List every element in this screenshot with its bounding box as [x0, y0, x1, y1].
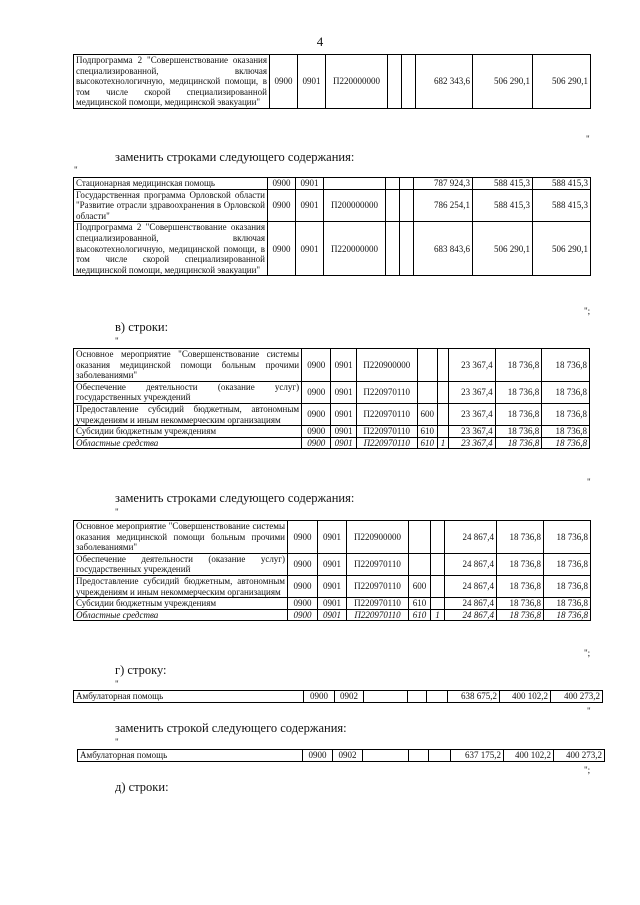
subsection-cell: 0901 — [318, 609, 347, 621]
table-row — [74, 576, 591, 598]
target-article-cell — [324, 178, 386, 190]
amount-year1-cell: 24 867,4 — [445, 576, 497, 598]
section-cell: 0900 — [304, 691, 335, 703]
page-number: 4 — [316, 34, 324, 49]
source-cell — [400, 178, 414, 190]
name-cell: Обеспечение деятельности (оказание услуг) государственных учреждений — [74, 381, 302, 403]
amount-year1-cell: 23 367,4 — [449, 381, 496, 403]
budget-table-4 — [73, 520, 591, 621]
amount-year3-cell: 18 736,8 — [544, 609, 591, 621]
amount-year1-cell: 23 367,4 — [449, 437, 496, 449]
amount-year2-cell: 18 736,8 — [497, 609, 544, 621]
source-cell — [402, 55, 416, 109]
closing-quote-semicolon: "; — [584, 648, 591, 658]
subsection-cell: 0902 — [335, 691, 364, 703]
subsection-cell: 0901 — [318, 553, 347, 575]
budget-table-1 — [73, 54, 591, 109]
table-row — [74, 691, 603, 703]
target-article-cell — [363, 750, 409, 762]
amount-year2-cell: 506 290,1 — [473, 55, 533, 109]
subsection-cell: 0901 — [318, 576, 347, 598]
source-cell — [427, 691, 448, 703]
closing-quote-semicolon: "; — [584, 765, 591, 775]
name-cell: Субсидии бюджетным учреждениям — [74, 598, 288, 610]
instruction-replace-row: заменить строкой следующего содержания: — [115, 721, 347, 735]
expense-type-cell: 610 — [409, 598, 431, 610]
section-v-heading: в) строки: — [115, 320, 169, 334]
table-row — [74, 381, 590, 403]
subsection-cell: 0902 — [333, 750, 363, 762]
amount-year1-cell: 786 254,1 — [414, 189, 473, 222]
amount-year3-cell: 400 273,2 — [554, 750, 605, 762]
expense-type-cell — [386, 189, 400, 222]
target-article-cell: П220000000 — [326, 55, 388, 109]
section-d-heading: д) строки: — [115, 780, 169, 794]
section-cell: 0900 — [268, 189, 296, 222]
opening-quote: " — [115, 737, 119, 747]
name-cell: Основное мероприятие "Совершенствование системы оказания медицинской помощи больным прочими заболеваниями" — [74, 521, 288, 554]
name-cell: Амбулаторная помощь — [74, 691, 304, 703]
section-cell: 0900 — [288, 553, 318, 575]
subsection-cell: 0901 — [298, 55, 326, 109]
amount-year3-cell: 588 415,3 — [533, 189, 591, 222]
expense-type-cell: 610 — [417, 437, 437, 449]
subsection-cell: 0901 — [331, 349, 356, 382]
table-row — [74, 189, 591, 222]
source-cell — [437, 404, 448, 426]
amount-year3-cell: 18 736,8 — [544, 521, 591, 554]
source-cell — [431, 553, 445, 575]
expense-type-cell: 600 — [417, 404, 437, 426]
section-cell: 0900 — [268, 222, 296, 276]
name-cell: Стационарная медицинская помощь — [74, 178, 268, 190]
name-cell: Предоставление субсидий бюджетным, автономным учреждениям и иным некоммерческим организациям — [74, 404, 302, 426]
source-cell — [429, 750, 451, 762]
table-row — [74, 426, 590, 438]
amount-year3-cell: 400 273,2 — [551, 691, 603, 703]
expense-type-cell — [386, 178, 400, 190]
closing-quote-semicolon: "; — [584, 306, 591, 316]
budget-table-6 — [77, 749, 605, 762]
amount-year3-cell: 18 736,8 — [544, 553, 591, 575]
amount-year1-cell: 637 175,2 — [451, 750, 504, 762]
source-cell — [431, 598, 445, 610]
table-row — [78, 750, 605, 762]
subsection-cell: 0901 — [296, 178, 324, 190]
amount-year1-cell: 24 867,4 — [445, 521, 497, 554]
subsection-cell: 0901 — [296, 222, 324, 276]
subsection-cell: 0901 — [296, 189, 324, 222]
section-g-heading: г) строку: — [115, 663, 167, 677]
opening-quote: " — [115, 336, 119, 346]
target-article-cell: П220900000 — [347, 521, 409, 554]
section-cell: 0900 — [288, 576, 318, 598]
source-cell — [431, 576, 445, 598]
name-cell: Подпрограмма 2 "Совершенствование оказания специализированной, включая высокотехнологичную, медицинской помощи, в том числе скорой специализированной медицинской помощи, медицинской эвакуации" — [74, 55, 270, 109]
subsection-cell: 0901 — [331, 426, 356, 438]
table-row — [74, 553, 591, 575]
name-cell: Государственная программа Орловской области "Развитие отрасли здравоохранения в Орловской области" — [74, 189, 268, 222]
section-cell: 0900 — [270, 55, 298, 109]
section-cell: 0900 — [302, 437, 331, 449]
amount-year1-cell: 24 867,4 — [445, 598, 497, 610]
table-row — [74, 404, 590, 426]
source-cell: 1 — [437, 437, 448, 449]
amount-year3-cell: 18 736,8 — [544, 598, 591, 610]
budget-table-3 — [73, 348, 590, 449]
amount-year3-cell: 18 736,8 — [544, 576, 591, 598]
target-article-cell — [364, 691, 408, 703]
amount-year2-cell: 400 102,2 — [504, 750, 554, 762]
amount-year2-cell: 588 415,3 — [473, 189, 533, 222]
name-cell: Амбулаторная помощь — [78, 750, 303, 762]
opening-quote: " — [74, 165, 78, 175]
amount-year1-cell: 23 367,4 — [449, 349, 496, 382]
amount-year2-cell: 18 736,8 — [495, 349, 542, 382]
section-cell: 0900 — [288, 609, 318, 621]
subsection-cell: 0901 — [331, 381, 356, 403]
amount-year1-cell: 23 367,4 — [449, 404, 496, 426]
subsection-cell: 0901 — [318, 521, 347, 554]
amount-year2-cell: 18 736,8 — [497, 598, 544, 610]
source-cell — [400, 189, 414, 222]
table-row — [74, 55, 591, 109]
target-article-cell: П220970110 — [356, 404, 417, 426]
target-article-cell: П220970110 — [356, 426, 417, 438]
target-article-cell: П220970110 — [347, 553, 409, 575]
target-article-cell: П220000000 — [324, 222, 386, 276]
amount-year2-cell: 18 736,8 — [497, 521, 544, 554]
amount-year3-cell: 506 290,1 — [533, 55, 591, 109]
source-cell — [431, 521, 445, 554]
instruction-replace-rows: заменить строками следующего содержания: — [115, 491, 355, 505]
table-row — [74, 349, 590, 382]
table-row — [74, 609, 591, 621]
amount-year1-cell: 24 867,4 — [445, 609, 497, 621]
amount-year1-cell: 23 367,4 — [449, 426, 496, 438]
expense-type-cell — [417, 349, 437, 382]
section-cell: 0900 — [303, 750, 333, 762]
name-cell: Обеспечение деятельности (оказание услуг) государственных учреждений — [74, 553, 288, 575]
table-row — [74, 598, 591, 610]
target-article-cell: П220970110 — [356, 381, 417, 403]
subsection-cell: 0901 — [331, 437, 356, 449]
budget-table-5 — [73, 690, 603, 703]
expense-type-cell: 610 — [409, 609, 431, 621]
subsection-cell: 0901 — [318, 598, 347, 610]
section-cell: 0900 — [268, 178, 296, 190]
opening-quote: " — [115, 507, 119, 517]
source-cell — [400, 222, 414, 276]
amount-year3-cell: 18 736,8 — [542, 381, 590, 403]
amount-year3-cell: 506 290,1 — [533, 222, 591, 276]
section-cell: 0900 — [302, 404, 331, 426]
amount-year3-cell: 18 736,8 — [542, 437, 590, 449]
section-cell: 0900 — [302, 381, 331, 403]
expense-type-cell — [408, 691, 427, 703]
name-cell: Предоставление субсидий бюджетным, автономным учреждениям и иным некоммерческим организациям — [74, 576, 288, 598]
name-cell: Основное мероприятие "Совершенствование системы оказания медицинской помощи больным прочими заболеваниями" — [74, 349, 302, 382]
name-cell: Подпрограмма 2 "Совершенствование оказания специализированной, включая высокотехнологичную, медицинской помощи, в том числе скорой специализированной медицинской помощи, медицинской эвакуации" — [74, 222, 268, 276]
expense-type-cell — [388, 55, 402, 109]
amount-year2-cell: 18 736,8 — [495, 404, 542, 426]
budget-table-2 — [73, 177, 591, 276]
target-article-cell: П200000000 — [324, 189, 386, 222]
instruction-replace-rows: заменить строками следующего содержания: — [115, 150, 355, 164]
closing-quote: " — [586, 134, 590, 144]
amount-year3-cell: 588 415,3 — [533, 178, 591, 190]
expense-type-cell — [417, 381, 437, 403]
source-cell — [437, 349, 448, 382]
target-article-cell: П220970110 — [347, 598, 409, 610]
target-article-cell: П220970110 — [347, 609, 409, 621]
target-article-cell: П220970110 — [356, 437, 417, 449]
section-cell: 0900 — [302, 349, 331, 382]
amount-year1-cell: 682 343,6 — [416, 55, 473, 109]
section-cell: 0900 — [302, 426, 331, 438]
section-cell: 0900 — [288, 521, 318, 554]
amount-year1-cell: 683 843,6 — [414, 222, 473, 276]
expense-type-cell — [409, 521, 431, 554]
expense-type-cell: 600 — [409, 576, 431, 598]
amount-year2-cell: 506 290,1 — [473, 222, 533, 276]
subsection-cell: 0901 — [331, 404, 356, 426]
expense-type-cell — [386, 222, 400, 276]
table-row — [74, 521, 591, 554]
target-article-cell: П220900000 — [356, 349, 417, 382]
expense-type-cell — [409, 553, 431, 575]
amount-year2-cell: 400 102,2 — [500, 691, 551, 703]
name-cell: Субсидии бюджетным учреждениям — [74, 426, 302, 438]
closing-quote: " — [587, 706, 591, 716]
source-cell — [437, 381, 448, 403]
amount-year3-cell: 18 736,8 — [542, 404, 590, 426]
name-cell: Областные средства — [74, 437, 302, 449]
amount-year2-cell: 18 736,8 — [497, 553, 544, 575]
section-cell: 0900 — [288, 598, 318, 610]
name-cell: Областные средства — [74, 609, 288, 621]
table-row — [74, 222, 591, 276]
table-row — [74, 178, 591, 190]
amount-year2-cell: 18 736,8 — [495, 437, 542, 449]
amount-year1-cell: 24 867,4 — [445, 553, 497, 575]
expense-type-cell — [409, 750, 429, 762]
source-cell — [437, 426, 448, 438]
expense-type-cell: 610 — [417, 426, 437, 438]
source-cell: 1 — [431, 609, 445, 621]
amount-year3-cell: 18 736,8 — [542, 349, 590, 382]
amount-year3-cell: 18 736,8 — [542, 426, 590, 438]
amount-year2-cell: 18 736,8 — [495, 381, 542, 403]
table-row — [74, 437, 590, 449]
amount-year2-cell: 18 736,8 — [495, 426, 542, 438]
amount-year1-cell: 638 675,2 — [448, 691, 500, 703]
amount-year1-cell: 787 924,3 — [414, 178, 473, 190]
amount-year2-cell: 588 415,3 — [473, 178, 533, 190]
opening-quote: " — [115, 679, 119, 689]
target-article-cell: П220970110 — [347, 576, 409, 598]
closing-quote: " — [587, 477, 591, 487]
amount-year2-cell: 18 736,8 — [497, 576, 544, 598]
